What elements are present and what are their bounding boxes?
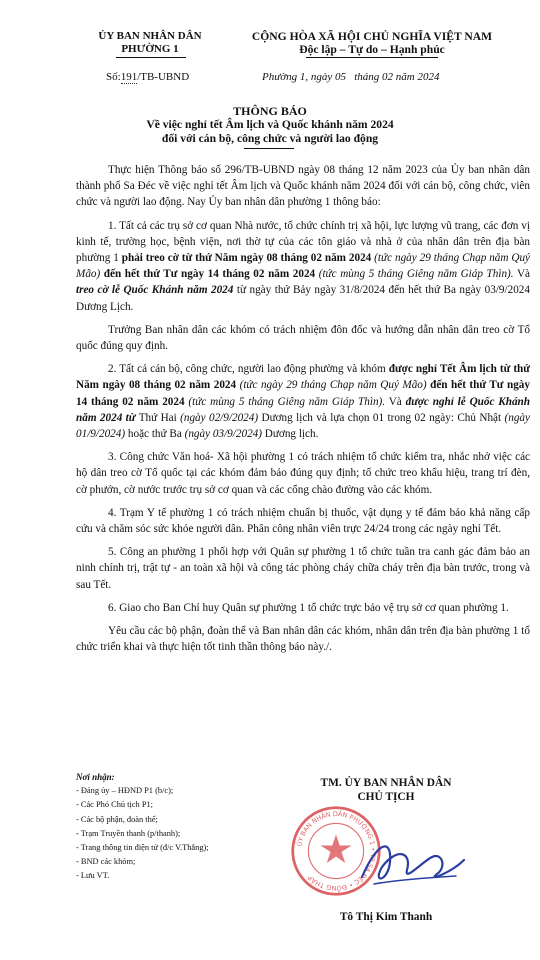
svg-text:ỦY BAN NHÂN DÂN PHƯỜNG 1 • TP: ỦY BAN NHÂN DÂN PHƯỜNG 1 • TP SA ĐÉC • ĐỒNG THÁP (295, 810, 378, 893)
p1-italic: (tức ngày 29 tháng Chạp năm Quý Mão) (76, 252, 531, 281)
number-suffix: /TB-UBND (137, 71, 190, 83)
p2-or: hoặc thứ Ba (125, 428, 185, 441)
recipient-item: - Các bộ phận, đoàn thể; (76, 814, 158, 824)
signer-name: Tô Thị Kim Thanh (339, 911, 433, 923)
p2-italic: (tức ngày 29 tháng Chạp năm Quý Mão) (236, 379, 427, 392)
paragraph-5: 5. Công an phường 1 phối hợp với Quân sự phường 1 tổ chức tuần tra canh gác đảm bảo an ninh chính trị, trật tự - an toàn xã hội và công tác phòng cháy chữa cháy trên địa bàn trước, trong và sau Tết. (76, 546, 530, 591)
recipient-item: - Các Phó Chủ tịch P1; (76, 800, 154, 810)
document-title: THÔNG BÁO (233, 104, 307, 118)
p1-italic-2: (tức mùng 5 tháng Giêng năm Giáp Thìn). (315, 268, 514, 281)
signature-block (286, 776, 486, 804)
p1-bold-2: đến hết thứ Tư ngày 14 tháng 02 năm 2024 (100, 268, 316, 281)
p2-bold: được nghỉ Tết Âm lịch từ thứ Năm ngày 08 tháng 02 năm 2024 (76, 363, 530, 392)
issuing-authority (80, 30, 220, 56)
authority-line-2: PHƯỜNG 1 (121, 43, 179, 55)
place-and-date: Phường 1, ngày 05 tháng 02 năm 2024 (262, 71, 440, 83)
recipient-item: - Trạm Truyền thanh (p/thanh); (76, 828, 181, 838)
paragraph-3: 3. Công chức Văn hoá- Xã hội phường 1 có trách nhiệm tổ chức kiểm tra, nhắc nhở việc các hộ dân treo cờ Tổ quốc tại các khóm đảm bảo đúng quy định; tổ chức treo khẩu hiệu, trang trí đèn, cờ phướn, cờ nước trước trụ sở cơ quan và các cổng chào đường vào các khóm. (76, 451, 530, 496)
subject-line-1: Về việc nghỉ tết Âm lịch và Quốc khánh năm 2024 (146, 118, 394, 131)
number-prefix: Số: (106, 71, 121, 83)
title-underline (244, 148, 294, 149)
p2-and: Và (385, 395, 406, 408)
document-number (106, 71, 189, 83)
motto: Độc lập – Tự do – Hạnh phúc (299, 43, 445, 56)
paragraph-4: 4. Trạm Y tế phường 1 có trách nhiệm chuẩn bị thuốc, vật dụng y tế đảm bảo khả năng cấp cứu và chăm sóc sức khỏe người dân. Phân công nhân viên trực 24/24 trong các ngày nghỉ Tết. (76, 506, 530, 536)
recipient-item: - Lưu VT. (76, 871, 110, 881)
nation-name: CỘNG HÒA XÃ HỘI CHỦ NGHĨA VIỆT NAM (251, 30, 493, 43)
paragraph-2 (76, 361, 530, 442)
document-subject (0, 118, 540, 146)
motto-underline (306, 57, 438, 58)
p2-choice: Dương lịch và lựa chọn 01 trong 02 ngày: Chủ Nhật (258, 411, 505, 424)
subject-line-2: đối với cán bộ, công chức và người lao động (161, 132, 379, 145)
signer-role: CHỦ TỊCH (357, 791, 415, 803)
paragraph-1 (76, 218, 530, 315)
national-motto (222, 30, 522, 56)
intro-paragraph: Thực hiện Thông báo số 296/TB-UBND ngày 08 tháng 12 năm 2023 của Ủy ban nhân dân thành phố Sa Đéc về việc nghỉ tết Âm lịch và Quốc khánh năm 2024 đối với cán bộ, công chức, viên chức và người lao động. Nay Ủy ban nhân dân phường 1 thông báo: (76, 164, 530, 209)
p1-bold: phải treo cờ từ thứ Năm ngày 08 tháng 02 năm 2024 (121, 252, 372, 265)
p2-bold-italic: được nghỉ lễ Quốc Khánh năm 2024 từ (76, 395, 530, 424)
signer-organization: TM. ỦY BAN NHÂN DÂN (320, 777, 452, 789)
recipients-title: Nơi nhận: (76, 772, 115, 782)
p2-date-2: (ngày 01/9/2024) (76, 411, 530, 441)
p2-bold-2: đến hết thứ Tư ngày 14 tháng 02 năm 2024 (76, 379, 530, 408)
closing-paragraph: Yêu cầu các bộ phận, đoàn thể và Ban nhân dân các khóm, nhân dân trên địa bàn phường 1 tổ chức triển khai và thực hiện tốt tinh thần thông báo này./. (76, 625, 530, 654)
paragraph-1b: Trưởng Ban nhân dân các khóm có trách nhiệm đôn đốc và hướng dẫn nhân dân treo cờ Tổ quốc đúng quy định. (76, 323, 530, 353)
recipient-item: - BND các khóm; (76, 857, 136, 867)
p2-date-3: (ngày 03/9/2024) (184, 428, 262, 441)
p2-tail: Dương lịch. (261, 428, 319, 441)
handwritten-signature (352, 822, 472, 902)
p2-italic-2: (tức mùng 5 tháng Giêng năm Giáp Thìn). (184, 395, 386, 408)
number-value: 191 (120, 71, 138, 83)
paragraph-6: 6. Giao cho Ban Chỉ huy Quân sự phường 1 tổ chức trực bảo vệ trụ sở cơ quan phường 1. (108, 601, 509, 614)
p2-weekday: Thứ Hai (135, 411, 181, 424)
p2-text: 2. Tất cả cán bộ, công chức, người lao động phường và khóm (108, 363, 389, 376)
recipients-block (76, 770, 276, 884)
p1-tail: từ ngày thứ Bảy ngày 31/8/2024 đến hết thứ Ba ngày 03/9/2024 Dương Lịch. (76, 284, 530, 313)
recipient-item: - Đảng ủy – HĐND P1 (b/c); (76, 786, 174, 796)
authority-underline (116, 57, 186, 58)
authority-line-1: ỦY BAN NHÂN DÂN (98, 30, 202, 42)
p1-text: 1. Tất cả các trụ sở cơ quan Nhà nước, tổ chức chính trị xã hội, lực lượng vũ trang, các đơn vị kinh tế, trường học, bệnh viện, nơi thờ tự của các tôn giáo và nhà ở của nhân dân trên địa bàn phường 1 (76, 219, 530, 265)
p2-date-1: (ngày 02/9/2024) (180, 411, 259, 424)
document-body (76, 162, 530, 662)
recipient-item: - Trang thông tin điện tử (đ/c V.Thắng); (76, 843, 209, 853)
p1-and: Và (513, 268, 531, 281)
p1-bold-italic: treo cờ lễ Quốc Khánh năm 2024 (76, 284, 234, 297)
